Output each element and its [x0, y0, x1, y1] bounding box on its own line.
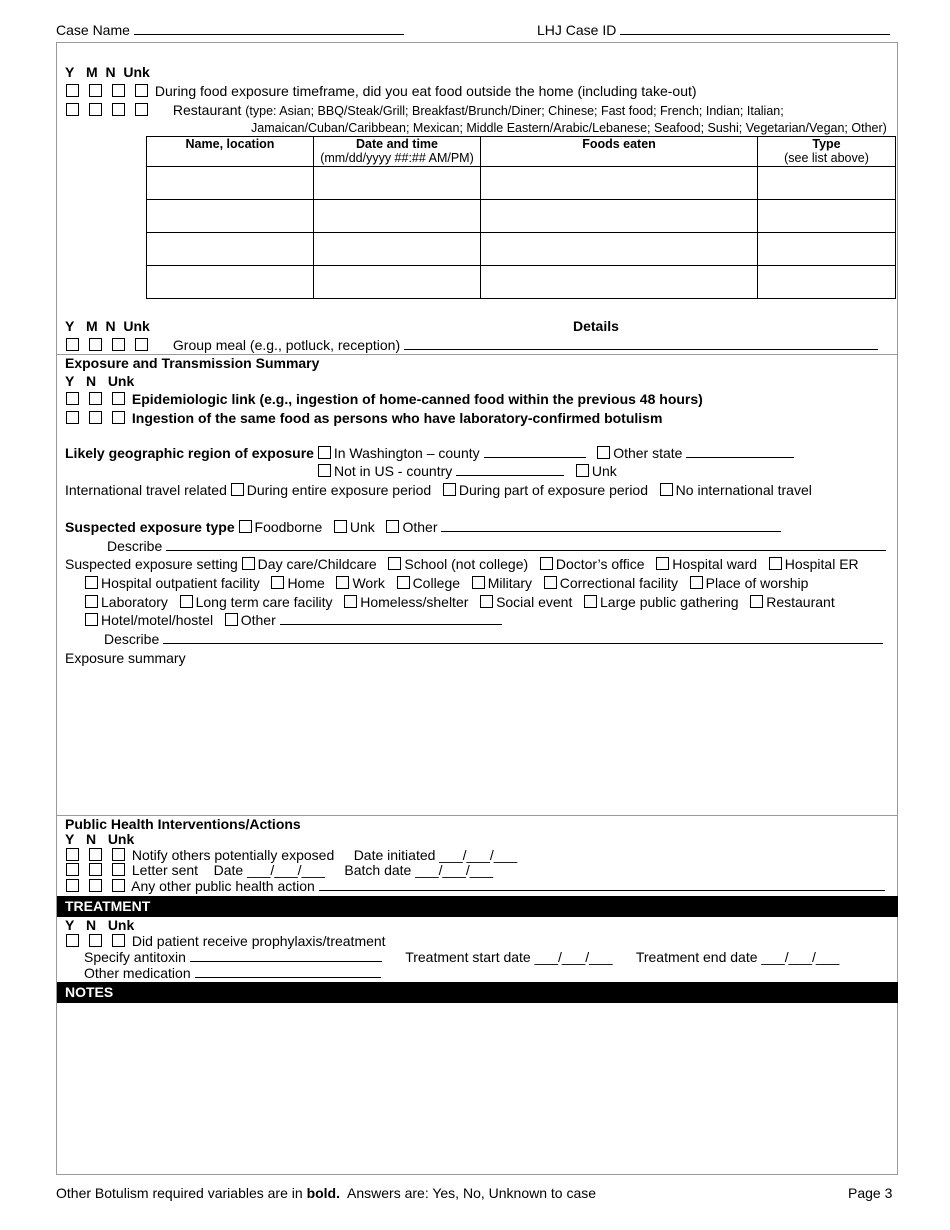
checkbox[interactable] [89, 338, 102, 351]
case-name-input[interactable] [134, 22, 404, 35]
lhj-case-id-input[interactable] [620, 22, 890, 35]
checkbox[interactable] [66, 411, 79, 424]
checkbox[interactable] [89, 411, 102, 424]
checkbox[interactable] [318, 446, 331, 459]
checkbox[interactable] [66, 84, 79, 97]
setting-row-1: Suspected exposure setting Day care/Childcare School (not college) Doctor’s office Hospital ward Hospital ER [65, 556, 859, 572]
checkbox[interactable] [66, 338, 79, 351]
checkbox[interactable] [231, 483, 244, 496]
checkbox[interactable] [388, 557, 401, 570]
setting-other-input[interactable] [280, 612, 502, 625]
checkbox[interactable] [89, 934, 102, 947]
case-name-field[interactable]: Case Name [56, 22, 404, 38]
checkbox[interactable] [112, 863, 125, 876]
describe-input[interactable] [166, 538, 886, 551]
checkbox[interactable] [344, 595, 357, 608]
checkbox[interactable] [66, 934, 79, 947]
restaurant-row: Restaurant (type: Asian; BBQ/Steak/Grill; Breakfast/Brunch/Diner; Chinese; Fast food; French; Indian; Italian; [66, 102, 784, 118]
region-row: Likely geographic region of exposure In Washington – county Other state [65, 445, 794, 461]
checkbox[interactable] [397, 576, 410, 589]
col-foods-eaten: Foods eaten [481, 137, 758, 167]
checkbox[interactable] [135, 84, 148, 97]
table-row [147, 200, 896, 233]
table-row [147, 233, 896, 266]
checkbox[interactable] [480, 595, 493, 608]
checkbox[interactable] [112, 934, 125, 947]
ynu-header: Y N Unk [65, 917, 135, 933]
table-row [147, 167, 896, 200]
country-input[interactable] [456, 463, 564, 476]
setting-row-2: Hospital outpatient facility Home Work College Military Correctional facility Place of worship [85, 575, 808, 591]
checkbox[interactable] [597, 446, 610, 459]
antitoxin-input[interactable] [190, 949, 382, 962]
checkbox[interactable] [89, 103, 102, 116]
lhj-case-id-field[interactable]: LHJ Case ID [537, 22, 890, 38]
other-state-input[interactable] [686, 445, 794, 458]
ynu-header: Y N Unk [65, 831, 135, 847]
col-type: Type (see list above) [758, 137, 896, 167]
section-title: Exposure and Transmission Summary [65, 355, 320, 371]
checkbox[interactable] [112, 84, 125, 97]
group-meal-details-input[interactable] [404, 337, 878, 350]
checkbox[interactable] [89, 863, 102, 876]
checkbox[interactable] [334, 520, 347, 533]
checkbox[interactable] [89, 879, 102, 892]
treatment-start-input[interactable]: ___/___/___ [534, 949, 613, 965]
checkbox[interactable] [242, 557, 255, 570]
page-number: Page 3 [848, 1185, 893, 1201]
same-food-row: Ingestion of the same food as persons who have laboratory-confirmed botulism [66, 410, 662, 426]
letter-row: Letter sent Date ___/___/___ Batch date ___/___/___ [66, 862, 493, 878]
footer-note: Other Botulism required variables are in bold. Answers are: Yes, No, Unknown to case [56, 1185, 597, 1201]
checkbox[interactable] [472, 576, 485, 589]
county-input[interactable] [484, 445, 586, 458]
notes-header: NOTES [57, 982, 898, 1003]
describe-row: Describe [107, 538, 886, 554]
exposure-summary-label: Exposure summary [65, 650, 186, 666]
other-medication-row: Other medication [84, 965, 381, 981]
checkbox[interactable] [112, 392, 125, 405]
col-name-location: Name, location [147, 137, 314, 167]
checkbox[interactable] [112, 879, 125, 892]
checkbox[interactable] [540, 557, 553, 570]
ymnu-header: Y M N Unk [65, 318, 150, 334]
exposure-type-row: Suspected exposure type Foodborne Unk Other [65, 519, 781, 535]
checkbox[interactable] [443, 483, 456, 496]
any-other-row: Any other public health action [66, 878, 885, 894]
checkbox[interactable] [89, 84, 102, 97]
other-medication-input[interactable] [195, 965, 381, 978]
checkbox[interactable] [180, 595, 193, 608]
checkbox[interactable] [135, 338, 148, 351]
notify-row: Notify others potentially exposed Date initiated ___/___/___ [66, 847, 517, 863]
restaurant-types-continued: Jamaican/Cuban/Caribbean; Mexican; Middle Eastern/Arabic/Lebanese; Seafood; Sushi; Vegetarian/Vegan; Other) [251, 121, 887, 135]
checkbox[interactable] [112, 848, 125, 861]
region-row-2: Not in US - country Unk [318, 463, 617, 479]
checkbox[interactable] [112, 103, 125, 116]
any-other-action-input[interactable] [319, 878, 885, 891]
checkbox[interactable] [318, 464, 331, 477]
epi-link-row: Epidemiologic link (e.g., ingestion of home-canned food within the previous 48 hours) [66, 391, 703, 407]
food-outside-row: During food exposure timeframe, did you eat food outside the home (including take-out) [66, 83, 697, 99]
setting-row-3: Laboratory Long term care facility Homeless/shelter Social event Large public gathering Restaurant [85, 594, 835, 610]
checkbox[interactable] [89, 848, 102, 861]
checkbox[interactable] [112, 338, 125, 351]
checkbox[interactable] [135, 103, 148, 116]
checkbox[interactable] [690, 576, 703, 589]
date-initiated-input[interactable]: ___/___/___ [439, 847, 518, 863]
setting-describe-row: Describe [104, 631, 883, 647]
checkbox[interactable] [66, 392, 79, 405]
restaurant-table [146, 136, 896, 299]
treatment-header: TREATMENT [57, 896, 898, 917]
antitoxin-row: Specify antitoxin Treatment start date ___/___/___ Treatment end date ___/___/___ [84, 949, 840, 965]
checkbox[interactable] [66, 103, 79, 116]
checkbox[interactable] [66, 848, 79, 861]
group-meal-row: Group meal (e.g., potluck, reception) [66, 337, 878, 353]
checkbox[interactable] [85, 613, 98, 626]
checkbox[interactable] [544, 576, 557, 589]
setting-describe-input[interactable] [163, 631, 883, 644]
ymnu-header: Y M N Unk [65, 64, 150, 80]
checkbox[interactable] [656, 557, 669, 570]
checkbox[interactable] [660, 483, 673, 496]
checkbox[interactable] [85, 576, 98, 589]
setting-row-4: Hotel/motel/hostel Other [85, 612, 502, 628]
checkbox[interactable] [239, 520, 252, 533]
col-date-time: Date and time (mm/dd/yyyy ##:## AM/PM) [314, 137, 481, 167]
checkbox[interactable] [66, 863, 79, 876]
checkbox[interactable] [66, 879, 79, 892]
checkbox[interactable] [576, 464, 589, 477]
checkbox[interactable] [85, 595, 98, 608]
checkbox[interactable] [750, 595, 763, 608]
details-label: Details [573, 318, 619, 334]
treatment-end-input[interactable]: ___/___/___ [761, 949, 840, 965]
ynu-header: Y N Unk [65, 373, 135, 389]
section-title: Public Health Interventions/Actions [65, 816, 301, 832]
letter-date-input[interactable]: ___/___/___ [247, 862, 325, 878]
exposure-type-other-input[interactable] [441, 519, 781, 532]
intl-travel-row: International travel related During entire exposure period During part of exposure period No international travel [65, 482, 812, 498]
table-row [147, 266, 896, 299]
checkbox[interactable] [386, 520, 399, 533]
prophylaxis-row: Did patient receive prophylaxis/treatment [66, 933, 386, 949]
checkbox[interactable] [584, 595, 597, 608]
checkbox[interactable] [769, 557, 782, 570]
checkbox[interactable] [112, 411, 125, 424]
checkbox[interactable] [336, 576, 349, 589]
batch-date-input[interactable]: ___/___/___ [415, 862, 494, 878]
checkbox[interactable] [225, 613, 238, 626]
checkbox[interactable] [271, 576, 284, 589]
checkbox[interactable] [89, 392, 102, 405]
